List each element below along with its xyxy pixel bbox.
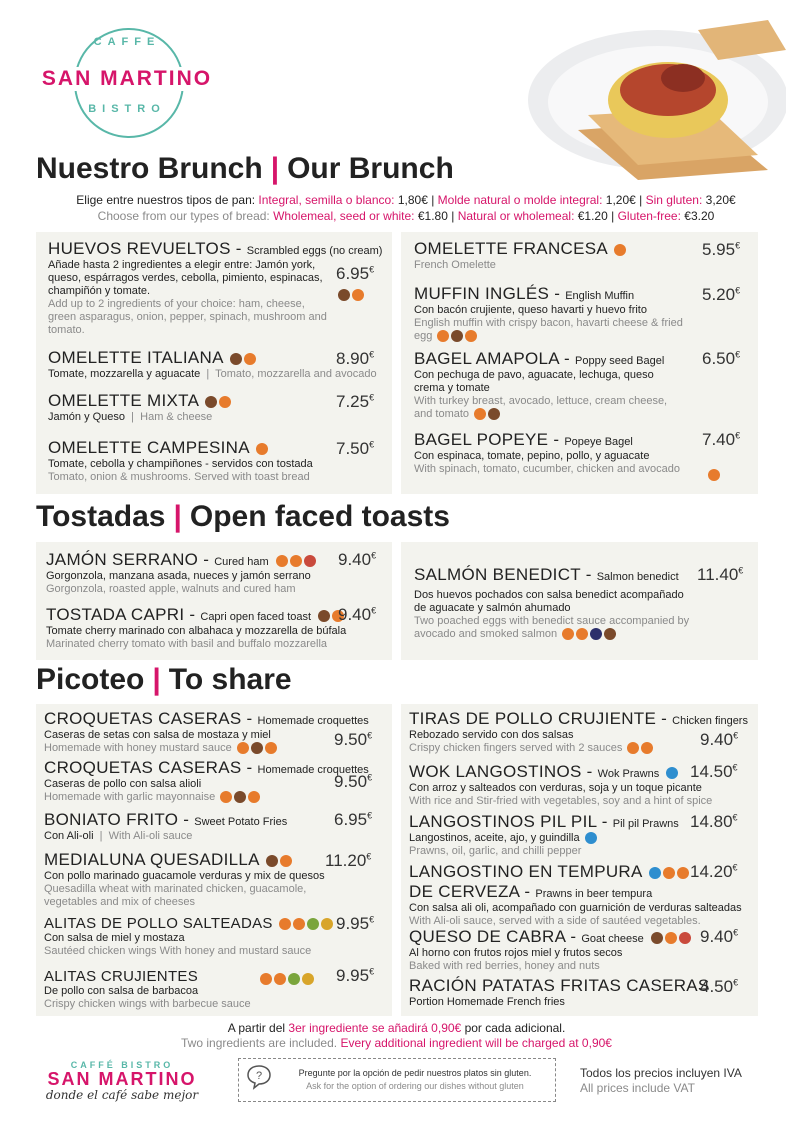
mustard-icon: [288, 973, 300, 985]
footer-name: SAN MARTINO: [47, 1069, 197, 1089]
wheat-icon: [260, 973, 272, 985]
menu-item-croquetas-pollo: CROQUETAS CASERAS - Homemade croquettes Caseras de pollo con salsa alioli Homemade with garlic mayonnaise: [44, 758, 369, 803]
wheat-icon: [708, 469, 720, 481]
milk-icon: [266, 855, 278, 867]
egg-icon: [219, 396, 231, 408]
menu-item-salmon-benedict: SALMÓN BENEDICT - Salmon benedict Dos huevos pochados con salsa benedict acompañado de aguacate y salmón ahumado Two poached eggs with benedict sauce accompanied by avocado and smoked salmon: [414, 565, 690, 640]
egg-icon: [248, 791, 260, 803]
menu-item-wok-langostinos: WOK LANGOSTINOS - Wok Prawns Con arroz y salteados con verduras, soja y un toque picante With rice and Stir-fried with vegetables, soy and a hint of spice: [409, 762, 713, 807]
logo-bistro: BISTRO: [88, 103, 166, 115]
toasts-title: Tostadas | Open faced toasts: [36, 500, 450, 533]
wheat-icon: [641, 742, 653, 754]
price: 8.90€: [336, 349, 375, 368]
allergen-icons: [336, 286, 364, 304]
price: 14.50€: [690, 762, 738, 781]
celery-icon: [302, 973, 314, 985]
menu-item-omelette-mixta: OMELETTE MIXTA Jamón y Queso | Ham & cheese: [48, 391, 333, 424]
milk-icon: [604, 628, 616, 640]
logo-caffe: CAFFE: [93, 36, 161, 48]
egg-icon: [352, 289, 364, 301]
menu-item-omelette-italiana: OMELETTE ITALIANA Tomate, mozzarella y aguacate | Tomato, mozzarella and avocado: [48, 348, 377, 380]
menu-item-tostada-capri: TOSTADA CAPRI - Capri open faced toast Tomate cherry marinado con albahaca y mozzarella de búfala Marinated cherry tomato with basil and buffalo mozzarella: [46, 605, 347, 650]
menu-item-boniato-frito: BONIATO FRITO - Sweet Potato Fries Con Ali-oli | With Ali-oli sauce: [44, 810, 288, 842]
menu-item-alitas-crujientes: ALITAS CRUJIENTES De pollo con salsa de barbacoa Crispy chicken wings with barbecue sauce: [44, 968, 251, 1010]
egg-icon: [293, 918, 305, 930]
svg-text:?: ?: [255, 1070, 263, 1082]
footer-tagline: donde el café sabe mejor: [45, 1088, 199, 1102]
price: 9.50€: [334, 730, 373, 749]
nuts-icon: [304, 555, 316, 567]
price: 7.40€: [702, 430, 741, 449]
nuts-icon: [679, 932, 691, 944]
crustacean-icon: [649, 867, 661, 879]
cereal-icon: [205, 396, 217, 408]
menu-item-queso-cabra: QUESO DE CABRA - Goat cheese Al horno con frutos rojos miel y frutos secos Baked with red berries, honey and nuts: [409, 927, 754, 973]
egg-icon: [663, 867, 675, 879]
fish-icon: [590, 628, 602, 640]
egg-icon: [576, 628, 588, 640]
bread-line-en: Choose from our types of bread: Wholemeal, seed or white: €1.80 | Natural or wholemeal: €1.20 | Gluten-free: €3.20: [97, 209, 715, 223]
egg-icon: [614, 244, 626, 256]
ingredient-note-es: A partir del 3er ingrediente se añadirá 0,90€ por cada adicional.: [227, 1021, 566, 1035]
mustard-icon: [307, 918, 319, 930]
wheat-icon: [437, 330, 449, 342]
wheat-icon: [665, 932, 677, 944]
price: 7.50€: [336, 439, 375, 458]
bread-line-es: Elige entre nuestros tipos de pan: Integral, semilla o blanco: 1,80€ | Molde natural o molde integral: 1,20€ | Sin gluten: 3,20€: [76, 193, 736, 207]
egg-icon: [265, 742, 277, 754]
wheat-icon: [280, 855, 292, 867]
price: 9.50€: [334, 772, 373, 791]
price: 4.50€: [700, 977, 739, 996]
egg-icon: [274, 973, 286, 985]
vat-es: Todos los precios incluyen IVA: [580, 1066, 742, 1080]
allergen-icons: [258, 970, 314, 988]
allergen-icons: [706, 466, 720, 484]
mustard-icon: [251, 742, 263, 754]
milk-icon: [651, 932, 663, 944]
egg-icon: [256, 443, 268, 455]
price: 9.40€: [700, 730, 739, 749]
price: 5.20€: [702, 285, 741, 304]
crustacean-icon: [585, 832, 597, 844]
wheat-icon: [237, 742, 249, 754]
cereal-icon: [451, 330, 463, 342]
cereal-icon: [230, 353, 242, 365]
logo-name: SAN MARTINO: [34, 67, 220, 91]
vat-en: All prices include VAT: [580, 1081, 695, 1095]
wheat-icon: [474, 408, 486, 420]
price: 6.95€: [334, 810, 373, 829]
price: 9.95€: [336, 914, 375, 933]
cereal-icon: [338, 289, 350, 301]
menu-item-alitas-salteadas: ALITAS DE POLLO SALTEADAS Con salsa de miel y mostaza Sautéed chicken wings With honey and mustard sauce: [44, 915, 364, 958]
price: 9.40€: [700, 927, 739, 946]
price: 7.25€: [336, 392, 375, 411]
wheat-icon: [276, 555, 288, 567]
price: 9.95€: [336, 966, 375, 985]
price: 9.40€: [338, 605, 377, 624]
menu-item-croquetas-setas: CROQUETAS CASERAS - Homemade croquettes Caseras de setas con salsa de mostaza y miel Homemade with honey mustard sauce: [44, 709, 369, 754]
milk-icon: [234, 791, 246, 803]
price: 9.40€: [338, 550, 377, 569]
menu-item-omelette-campesina: OMELETTE CAMPESINA Tomate, cebolla y champiñones - servidos con tostada Tomato, onion & mushrooms. Served with toast bread: [48, 438, 313, 483]
cereal-icon: [488, 408, 500, 420]
crustacean-icon: [666, 767, 678, 779]
menu-item-langostino-tempura: LANGOSTINO EN TEMPURA DE CERVEZA - Prawns in beer tempura Con salsa ali oli, acompañado con guarnición de verduras salteadas With Ali-oli sauce, served with a side of sautéed vegetables.: [409, 862, 742, 927]
egg-icon: [465, 330, 477, 342]
brunch-photo: [518, 20, 786, 180]
egg-icon: [627, 742, 639, 754]
menu-item-langostinos-pil-pil: LANGOSTINOS PIL PIL - Pil pil Prawns Langostinos, aceite, ajo, y guindilla Prawns, oil, garlic, and chilli pepper: [409, 812, 679, 857]
gluten-notice: [238, 1058, 556, 1102]
menu-item-bagel-popeye: BAGEL POPEYE - Popeye Bagel Con espinaca, tomate, pepino, pollo, y aguacate With spinach, tomato, cucumber, chicken and avocado: [414, 430, 680, 475]
wheat-icon: [677, 867, 689, 879]
egg-icon: [290, 555, 302, 567]
price: 5.95€: [702, 240, 741, 259]
price: 14.80€: [690, 812, 738, 831]
share-title: Picoteo | To share: [36, 663, 292, 696]
price: 14.20€: [690, 862, 738, 881]
menu-item-muffin-ingles: MUFFIN INGLÉS - English Muffin Con bacón crujiente, queso havarti y huevo frito English muffin with crispy bacon, havarti cheese & fried egg: [414, 284, 683, 342]
menu-item-huevos-revueltos: HUEVOS REVUELTOS - Scrambled eggs (no cream) Añade hasta 2 ingredientes a elegir entre: Jamón york, queso, espárragos verdes, cebolla, pimiento, espinacas, champiñón y tomate. Add up to 2 ingredients of your choice: ham, cheese, green asparagus, onion, pepper, spinach, mushroom and tomato.: [48, 239, 383, 336]
brunch-title: Nuestro Brunch | Our Brunch: [36, 152, 454, 185]
footer-caffe: CAFFÉ BISTRO: [70, 1060, 174, 1070]
cereal-icon: [318, 610, 330, 622]
gluten-text-es: Pregunte por la opción de pedir nuestros platos sin gluten.: [298, 1068, 532, 1078]
wheat-icon: [220, 791, 232, 803]
price: 11.40€: [697, 565, 744, 584]
menu-item-medialuna-quesadilla: MEDIALUNA QUESADILLA Con pollo marinado guacamole verduras y mix de quesos Quesadilla wheat with marinated chicken, guacamole, vegetables and mix of cheeses: [44, 850, 325, 908]
menu-item-bagel-amapola: BAGEL AMAPOLA - Poppy seed Bagel Con pechuga de pavo, aguacate, lechuga, queso crema y tomate With turkey breast, avocado, lettuce, cream cheese, and tomato: [414, 349, 668, 420]
gluten-text-en: Ask for the option of ordering our dishes without gluten: [306, 1081, 524, 1091]
price: 6.50€: [702, 349, 741, 368]
celery-icon: [321, 918, 333, 930]
price: 6.95€: [336, 264, 375, 283]
price: 11.20€: [325, 851, 372, 870]
menu-item-patatas-fritas: RACIÓN PATATAS FRITAS CASERAS Portion Homemade French fries: [409, 976, 710, 1008]
wheat-icon: [562, 628, 574, 640]
ingredient-note-en: Two ingredients are included. Every additional ingredient will be charged at 0,90€: [181, 1036, 612, 1050]
egg-icon: [244, 353, 256, 365]
wheat-icon: [279, 918, 291, 930]
speech-question-icon: [246, 1064, 272, 1090]
menu-item-tiras-pollo: TIRAS DE POLLO CRUJIENTE - Chicken fingers Rebozado servido con dos salsas Crispy chicken fingers served with 2 sauces: [409, 709, 748, 754]
menu-item-omelette-francesa: OMELETTE FRANCESA French Omelette: [414, 239, 694, 272]
menu-item-jamon-serrano: JAMÓN SERRANO - Cured ham Gorgonzola, manzana asada, nueces y jamón serrano Gorgonzola, roasted apple, walnuts and cured ham: [46, 550, 386, 596]
